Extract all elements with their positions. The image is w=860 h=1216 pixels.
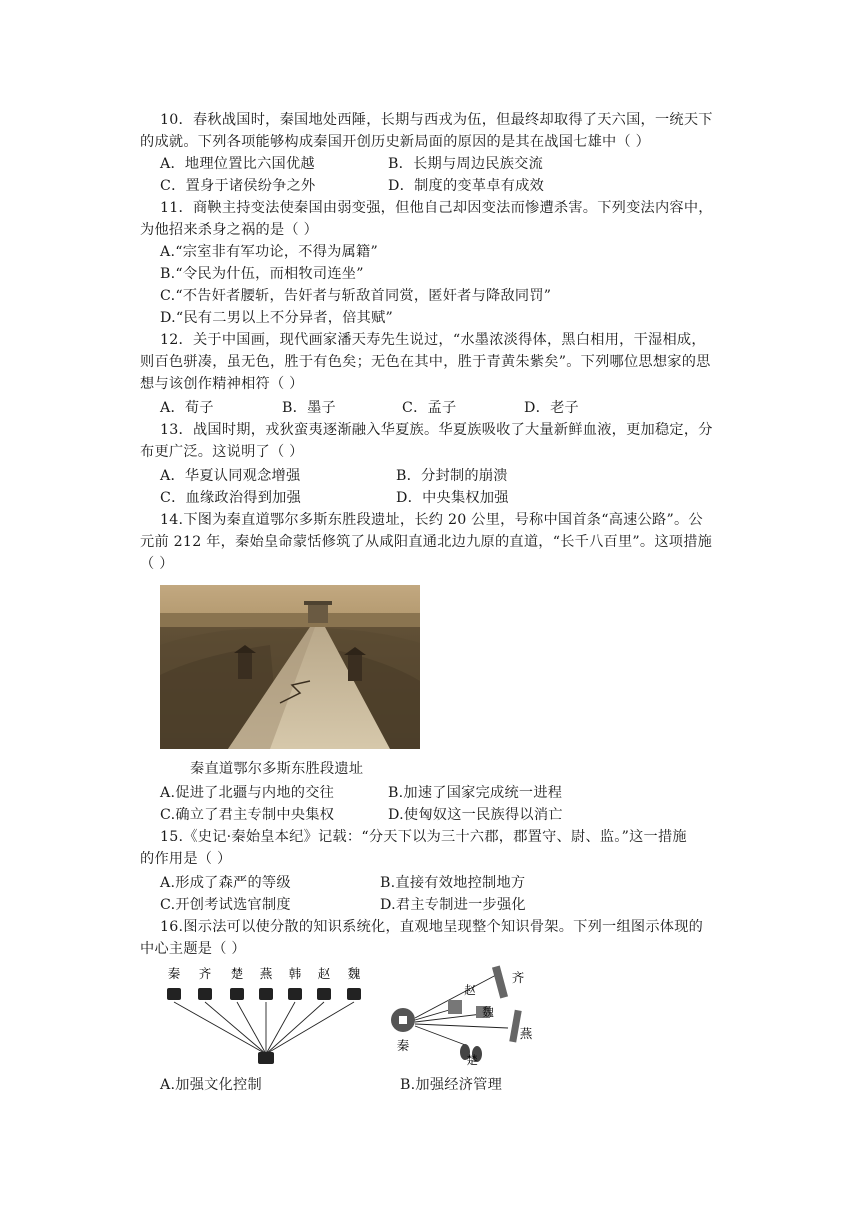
- q16-option-b: B.加强经济管理: [400, 1077, 503, 1093]
- q15-option-b: B.直接有效地控制地方: [380, 875, 526, 891]
- q12-option-b: B．墨子: [282, 400, 336, 416]
- q10-stem-line1: 10．春秋战国时，秦国地处西陲，长期与西戎为伍，但最终却取得了天六国，一统天下: [160, 112, 713, 128]
- q13-option-d: D．中央集权加强: [396, 490, 509, 506]
- q12-option-c: C．孟子: [402, 400, 457, 416]
- state-label: 秦: [167, 966, 181, 981]
- q12-option-a: A．荀子: [160, 400, 214, 416]
- q11-stem-line1: 11．商鞅主持变法使秦国由弱变强，但他自己却因变法而惨遭杀害。下列变法内容中，: [160, 200, 713, 216]
- state-label: 魏: [347, 966, 361, 981]
- q13-stem-line2: 布更广泛。这说明了（ ）: [140, 444, 304, 460]
- currency-unification-diagram: [391, 966, 533, 1066]
- q11-option-b: B.“令民为什伍，而相牧司连坐”: [160, 266, 364, 282]
- q15-option-c: C.开创考试选官制度: [160, 897, 291, 913]
- qin-straight-road-photo: [160, 585, 420, 749]
- q12-option-d: D．老子: [524, 400, 579, 416]
- q16-stem-line1: 16.图示法可以使分散的知识系统化，直观地呈现整个知识骨架。下列一组图示体现的: [160, 919, 704, 935]
- svg-text:赵: 赵: [464, 983, 476, 997]
- seal-script-glyph: [258, 1052, 274, 1064]
- svg-text:燕: 燕: [519, 1026, 533, 1041]
- q15-option-a: A.形成了森严的等级: [160, 875, 291, 891]
- q14-option-b: B.加速了国家完成统一进程: [388, 785, 563, 801]
- q12-stem-line3: 想与该创作精神相符（ ）: [140, 376, 304, 392]
- q10-option-c: C．置身于诸侯纷争之外: [160, 178, 316, 194]
- q14-option-d: D.使匈奴这一民族得以消亡: [388, 807, 563, 823]
- state-label: 韩: [288, 966, 302, 981]
- state-label: 赵: [317, 966, 331, 981]
- q16-option-a: A.加强文化控制: [160, 1077, 262, 1093]
- q15-stem-line1: 15.《史记·秦始皇本纪》记载：“分天下以为三十六郡，郡置守、尉、监。”这一措施: [160, 829, 687, 845]
- q14-option-c: C.确立了君主专制中央集权: [160, 807, 335, 823]
- photo-caption: 秦直道鄂尔多斯东胜段遗址: [190, 761, 364, 777]
- q10-stem-line2: 的成就。下列各项能够构成秦国开创历史新局面的原因的是其在战国七雄中（ ）: [140, 134, 651, 150]
- q10-option-a: A．地理位置比六国优越: [160, 156, 315, 172]
- svg-text:楚: 楚: [466, 1053, 478, 1066]
- q13-option-a: A．华夏认同观念增强: [160, 468, 301, 484]
- svg-text:秦: 秦: [396, 1038, 410, 1053]
- q14-option-a: A.促进了北疆与内地的交往: [160, 785, 335, 801]
- q11-option-d: D.“民有二男以上不分异者，倍其赋”: [160, 310, 394, 326]
- unification-diagrams: [160, 964, 535, 1066]
- q13-option-c: C．血缘政治得到加强: [160, 490, 302, 506]
- q16-stem-line2: 中心主题是（ ）: [140, 941, 246, 957]
- svg-text:魏: 魏: [482, 1005, 494, 1019]
- ancient-glyphs: [167, 988, 361, 1000]
- q13-stem-line1: 13．战国时期，戎狄蛮夷逐渐融入华夏族。华夏族吸收了大量新鲜血液，更加稳定，分: [160, 422, 713, 438]
- q14-stem-line2: 元前 212 年，秦始皇命蒙恬修筑了从咸阳直通北边九原的直道，“长千八百里”。这项措施: [140, 534, 713, 550]
- script-unification-diagram: [167, 966, 361, 1064]
- q15-stem-line2: 的作用是（ ）: [140, 851, 232, 867]
- q10-option-b: B．长期与周边民族交流: [388, 156, 544, 172]
- q11-stem-line2: 为他招来杀身之祸的是（ ）: [140, 222, 319, 238]
- q14-stem-line1: 14.下图为秦直道鄂尔多斯东胜段遗址，长约 20 公里，号称中国首条“高速公路”。公: [160, 512, 703, 528]
- q12-stem-line2: 则百色骈凑，虽无色，胜于有色矣；无色在其中，胜于青黄朱紫矣”。下列哪位思想家的思: [140, 354, 711, 370]
- q15-option-d: D.君主专制进一步强化: [380, 897, 526, 913]
- state-label: 燕: [259, 966, 273, 981]
- q10-option-d: D．制度的变革卓有成效: [388, 178, 545, 194]
- q11-option-a: A.“宗室非有军功论，不得为属籍”: [160, 244, 378, 260]
- state-label: 楚: [230, 966, 244, 981]
- q14-stem-line3: （ ）: [140, 556, 174, 572]
- q12-stem-line1: 12．关于中国画，现代画家潘天寿先生说过，“水墨浓淡得体，黑白相用，干湿相成，: [160, 332, 706, 348]
- q13-option-b: B．分封制的崩溃: [396, 468, 508, 484]
- q11-option-c: C.“不告奸者腰斩，告奸者与斩敌首同赏，匿奸者与降敌同罚”: [160, 288, 552, 304]
- state-label: 齐: [198, 966, 212, 981]
- svg-text:齐: 齐: [511, 970, 525, 985]
